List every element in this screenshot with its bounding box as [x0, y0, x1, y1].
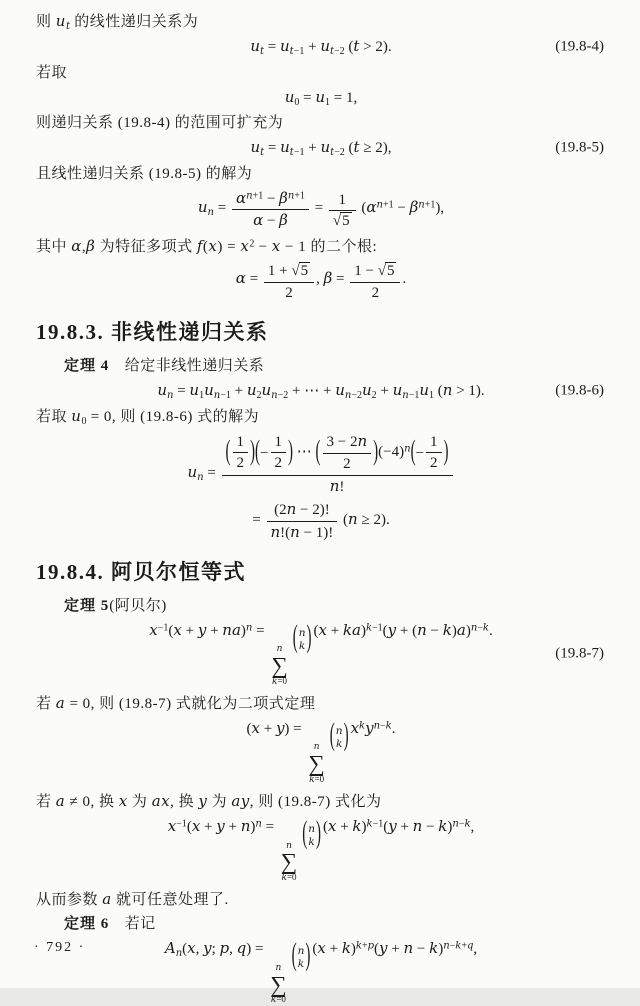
line-content: 且线性递归关系 (19.8-5) 的解为	[36, 165, 253, 182]
equation-number: (19.8-4)	[555, 38, 604, 55]
text-line	[36, 790, 606, 813]
formula-line	[36, 719, 606, 786]
line-content: 定理 4 给定非线性递归关系	[64, 357, 265, 374]
text-line	[36, 692, 606, 715]
text-line	[36, 235, 606, 258]
text-line	[36, 888, 606, 911]
line-content: α = $\frac{1 + √5}{2}$ , β = $\frac{1 - √5}{2}$ .	[235, 263, 407, 301]
line-content: 则 $u_t$ 的线性递归关系为	[36, 12, 199, 32]
formula-line	[36, 189, 606, 232]
section-heading	[36, 317, 606, 347]
formula-line	[36, 500, 606, 543]
line-content: 定理 5(阿贝尔)	[64, 597, 167, 614]
line-content: $u_n$ = $\frac{\alpha^{n+1} - \beta^{n+1}}{\alpha - \beta}$ = $\frac{1}{√5}$ $(\alpha^{n+1} - \beta^{n+1})$,	[197, 188, 445, 230]
line-content: 其中 α,β 为特征多项式 $f(x) = x^2 - x - 1$ 的二个根:	[36, 237, 378, 255]
formula-line	[36, 817, 606, 884]
line-content: 若 a = 0, 则 (19.8-7) 式就化为二项式定理	[36, 693, 316, 712]
line-content: $u_n = u_1u_{n-1} + u_2u_{n-2}$ + ⋯ + $u_{n-2}u_2 + u_{n-1}u_1$ (n > 1).	[157, 380, 485, 401]
line-content: $x^{-1}(x + y + n)^n$ = n ∑ k=0 ( n k ) $(x + k)^{k-1}(y + n - k)^{n-k}$,	[167, 817, 475, 884]
line-content: $x^{-1}(x + y + na)^n$ = n ∑ k=0 ( n k ) $(x + ka)^{k-1}(y + (n - k)a)^{n-k}$.	[149, 620, 493, 687]
line-content: 若取	[36, 64, 68, 81]
section-heading	[36, 557, 606, 587]
formula-line	[36, 138, 606, 159]
text-line	[36, 10, 606, 33]
formula-line	[36, 262, 606, 303]
line-content: = $\frac{(2n - 2)!}{n!(n - 1)!}$ (n ≥ 2).	[252, 500, 390, 541]
text-line	[36, 355, 606, 377]
line-content: 定理 6 若记	[64, 916, 156, 933]
line-content: $u_n$ = ( $\frac{1}{2}$ ) ( − $\frac{1}{2}$ ) ⋯ ( $\frac{3 - 2n}{2}$ ) $(-4)^n$ ( − $\frac{1}{2}$ ) n!	[187, 465, 454, 481]
formula-line	[36, 939, 606, 1006]
text-line	[36, 405, 606, 428]
formula-line	[36, 432, 606, 496]
page-number: · 792 ·	[34, 940, 86, 955]
heading-text: 19.8.4. 阿贝尔恒等式	[36, 559, 246, 584]
line-content: $u_0 = u_1 = 1$,	[284, 87, 358, 108]
line-content: 若取 $u_0 = 0$, 则 (19.8-6) 式的解为	[36, 407, 260, 427]
formula-line	[36, 88, 606, 109]
line-content: 若 a ≠ 0, 换 x 为 ax, 换 y 为 ay, 则 (19.8-7) 式化为	[36, 792, 382, 810]
formula-line	[36, 37, 606, 58]
equation-number: (19.8-7)	[555, 645, 604, 662]
line-content: 从而参数 a 就可任意处理了.	[36, 890, 229, 909]
line-content: $u_t = u_{t-1} + u_{t-2}$ (t ≥ 2),	[250, 138, 392, 158]
line-content: $u_t = u_{t-1} + u_{t-2}$ (t > 2).	[250, 37, 392, 57]
formula-line	[36, 621, 606, 688]
heading-text: 19.8.3. 非线性递归关系	[36, 319, 269, 344]
equation-number: (19.8-6)	[555, 382, 604, 398]
text-line	[36, 163, 606, 185]
formula-line	[36, 381, 606, 402]
line-content: (x + y) = n ∑ k=0 ( n k ) $x^ky^{n-k}$.	[246, 718, 396, 786]
line-content: 则递归关系 (19.8-4) 的范围可扩充为	[36, 115, 284, 131]
text-line	[36, 112, 606, 134]
line-content: $A_n(x$, y; p, q) = n ∑ k=0 ( n k ) $(x + k)^{k+p}(y + n - k)^{n-k+q}$,	[164, 939, 478, 1006]
equation-number: (19.8-5)	[555, 139, 604, 156]
text-line	[36, 62, 606, 84]
text-line	[36, 595, 606, 617]
text-line	[36, 913, 606, 935]
